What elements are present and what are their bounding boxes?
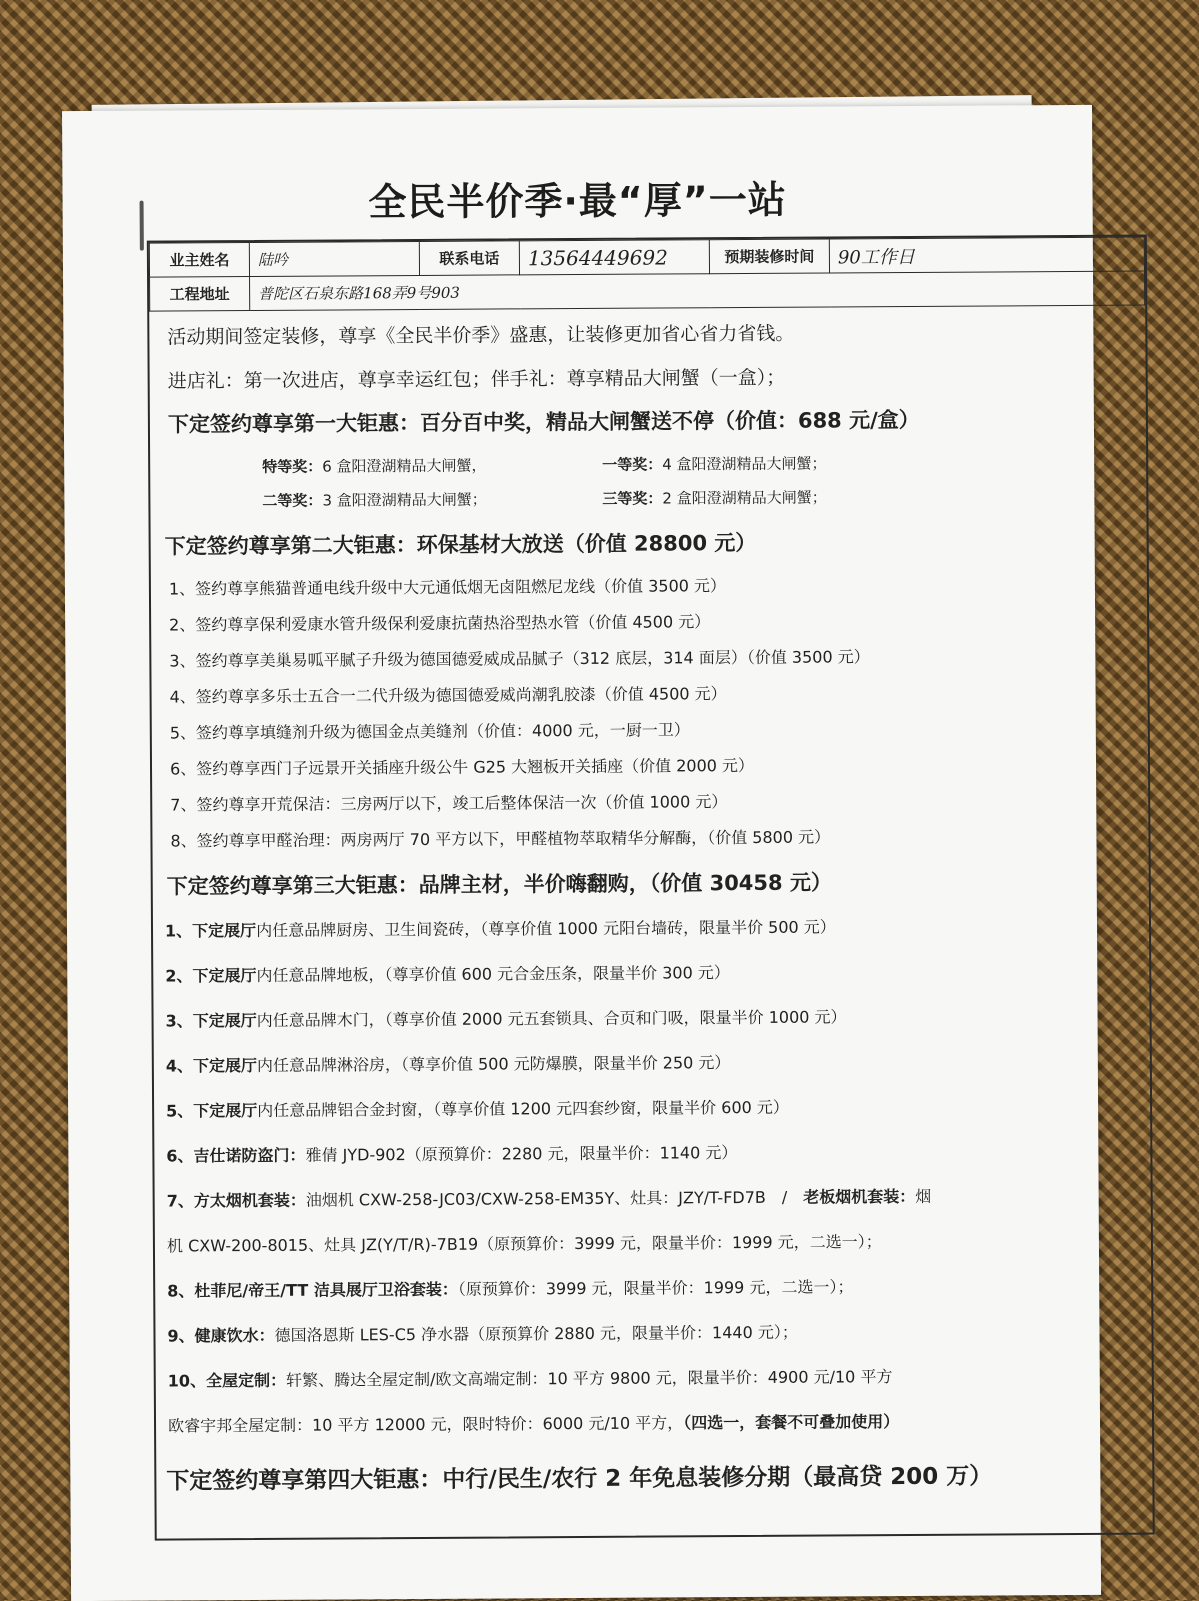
prize-desc: 2 盒阳澄湖精品大闸蟹； bbox=[662, 488, 826, 507]
section3-item bbox=[165, 914, 836, 941]
section3-item bbox=[168, 1409, 899, 1436]
section3-item bbox=[166, 1140, 737, 1166]
flyer-sheet bbox=[62, 105, 1101, 1601]
item-text: 欧睿宇邦全屋定制：10 平方 12000 元，限时特价：6000 元/10 平方， bbox=[168, 1413, 683, 1435]
section3-item bbox=[165, 1004, 846, 1031]
section3-item bbox=[167, 1229, 882, 1256]
section1-heading: 下定签约尊享第一大钜惠：百分百中奖，精品大闸蟹送不停（价值：688 元/盒） bbox=[168, 404, 920, 439]
form-frame bbox=[147, 235, 1155, 1541]
item-text: 内任意品牌铝合金封窗，（尊享价值 1200 元四套纱窗，限量半价 600 元） bbox=[257, 1098, 789, 1120]
section3-item bbox=[165, 960, 730, 986]
section2-item: 1、签约尊享熊猫普通电线升级中大元通低烟无卤阻燃尼龙线（价值 3500 元） bbox=[169, 573, 726, 599]
item-lead: 9、健康饮水： bbox=[167, 1326, 274, 1346]
section2-item: 8、签约尊享甲醛治理：两房两厅 70 平方以下，甲醛植物萃取精华分解酶，（价值 5800 元） bbox=[170, 824, 830, 851]
item-text: 德国洛恩斯 LES-C5 净水器（原预算价 2880 元，限量半价：1440 元）； bbox=[275, 1323, 798, 1345]
time-label: 预期装修时间 bbox=[709, 239, 829, 274]
section2-item: 5、签约尊享填缝剂升级为德国金点美缝剂（价值：4000 元，一厨一卫） bbox=[170, 717, 690, 743]
item-lead: 1、下定展厅 bbox=[165, 921, 256, 941]
owner-label: 业主姓名 bbox=[149, 243, 249, 278]
prize-name: 二等奖： bbox=[262, 492, 322, 510]
item-lead: 10、全屋定制： bbox=[168, 1371, 286, 1391]
prize-second bbox=[262, 489, 486, 511]
item-lead: 7、方太烟机套装： bbox=[167, 1191, 306, 1211]
prize-name: 特等奖： bbox=[262, 458, 322, 476]
section2-item: 6、签约尊享西门子远景开关插座升级公牛 G25 大翘板开关插座（价值 2000 元） bbox=[170, 753, 754, 780]
prize-desc: 4 盒阳澄湖精品大闸蟹； bbox=[662, 454, 826, 473]
section2-item: 4、签约尊享多乐士五合一二代升级为德国德爱威尚潮乳胶漆（价值 4500 元） bbox=[170, 681, 727, 707]
section3-item bbox=[166, 1050, 731, 1076]
item-text: 内任意品牌地板，（尊享价值 600 元合金压条，限量半价 300 元） bbox=[256, 963, 730, 985]
time-value: 90工作日 bbox=[829, 237, 1144, 273]
prize-special bbox=[262, 455, 486, 477]
address-value: 普陀区石泉东路168弄9号903 bbox=[250, 271, 1145, 310]
address-label: 工程地址 bbox=[150, 277, 250, 312]
page-title: 全民半价季·最“厚”一站 bbox=[62, 167, 1092, 228]
owner-info-table bbox=[149, 237, 1145, 312]
prize-desc: 3 盒阳澄湖精品大闸蟹； bbox=[322, 491, 486, 510]
phone-value: 13564449692 bbox=[519, 240, 709, 275]
item-text: 油烟机 CXW-258-JC03/CXW-258-EM35Y、灶具：JZY/T-FD7B / bbox=[306, 1188, 804, 1210]
section2-item: 3、签约尊享美巢易呱平腻子升级为德国德爱威成品腻子（312 底层，314 面层）（价值 3500 元） bbox=[169, 644, 869, 671]
intro-line: 活动期间签定装修，尊享《全民半价季》盛惠，让装修更加省心省力省钱。 bbox=[167, 319, 794, 350]
owner-value: 陆吟 bbox=[249, 241, 419, 276]
item-text: 内任意品牌淋浴房，（尊享价值 500 元防爆膜，限量半价 250 元） bbox=[257, 1053, 731, 1075]
item-text-2: 烟 bbox=[915, 1187, 931, 1206]
section3-heading: 下定签约尊享第三大钜惠：品牌主材，半价嗨翻购，（价值 30458 元） bbox=[167, 866, 832, 900]
item-lead: 4、下定展厅 bbox=[166, 1056, 257, 1076]
item-lead: 2、下定展厅 bbox=[165, 966, 256, 986]
prize-name: 三等奖： bbox=[602, 489, 662, 507]
item-text: 内任意品牌木门，（尊享价值 2000 元五套锁具、合页和门吸，限量半价 1000 元） bbox=[257, 1007, 847, 1030]
section2-item: 7、签约尊享开荒保洁：三房两厅以下，竣工后整体保洁一次（价值 1000 元） bbox=[170, 789, 727, 815]
section2-item: 2、签约尊享保利爱康水管升级保利爱康抗菌热浴型热水管（价值 4500 元） bbox=[169, 609, 710, 635]
prize-third bbox=[602, 486, 826, 508]
item-text: 轩繁、腾达全屋定制/欧文高端定制：10 平方 9800 元，限量半价：4900 元/10 平方 bbox=[286, 1367, 892, 1390]
item-lead: 3、下定展厅 bbox=[166, 1011, 257, 1031]
item-text: （原预算价：3999 元，限量半价：1999 元，二选一）； bbox=[458, 1277, 854, 1298]
item-lead-2: 老板烟机套装： bbox=[803, 1187, 915, 1207]
prize-name: 一等奖： bbox=[602, 455, 662, 473]
item-lead: 6、吉仕诺防盗门： bbox=[166, 1146, 305, 1166]
section3-item bbox=[167, 1184, 932, 1212]
item-text: 雅倩 JYD-902（原预算价：2280 元，限量半价：1140 元） bbox=[305, 1143, 737, 1165]
item-lead: 8、杜菲尼/帝王/TT 洁具展厅卫浴套装： bbox=[167, 1280, 458, 1301]
section3-item bbox=[166, 1095, 789, 1122]
section3-item bbox=[167, 1320, 797, 1347]
section3-item bbox=[167, 1274, 853, 1301]
intro-line: 进店礼：第一次进店，尊享幸运红包；伴手礼：尊享精品大闸蟹（一盒）； bbox=[168, 363, 786, 394]
offer-content bbox=[149, 317, 1145, 323]
section4-heading: 下定签约尊享第四大钜惠：中行/民生/农行 2 年免息装修分期（最高贷 200 万） bbox=[166, 1457, 992, 1495]
section2-heading: 下定签约尊享第二大钜惠：环保基材大放送（价值 28800 元） bbox=[165, 527, 757, 561]
item-text: 内任意品牌厨房、卫生间瓷砖，（尊享价值 1000 元阳台墙砖，限量半价 500 元） bbox=[256, 917, 836, 940]
item-lead: 5、下定展厅 bbox=[166, 1101, 257, 1121]
prize-desc: 6 盒阳澄湖精品大闸蟹， bbox=[322, 457, 486, 476]
prize-first bbox=[602, 452, 826, 474]
item-text: 机 CXW-200-8015、灶具 JZ(Y/T/R)-7B19（原预算价：3999 元，限量半价：1999 元，二选一）； bbox=[167, 1232, 882, 1255]
item-lead-2: （四选一，套餐不可叠加使用） bbox=[683, 1412, 899, 1432]
phone-label: 联系电话 bbox=[419, 241, 519, 276]
section3-item bbox=[168, 1364, 893, 1391]
